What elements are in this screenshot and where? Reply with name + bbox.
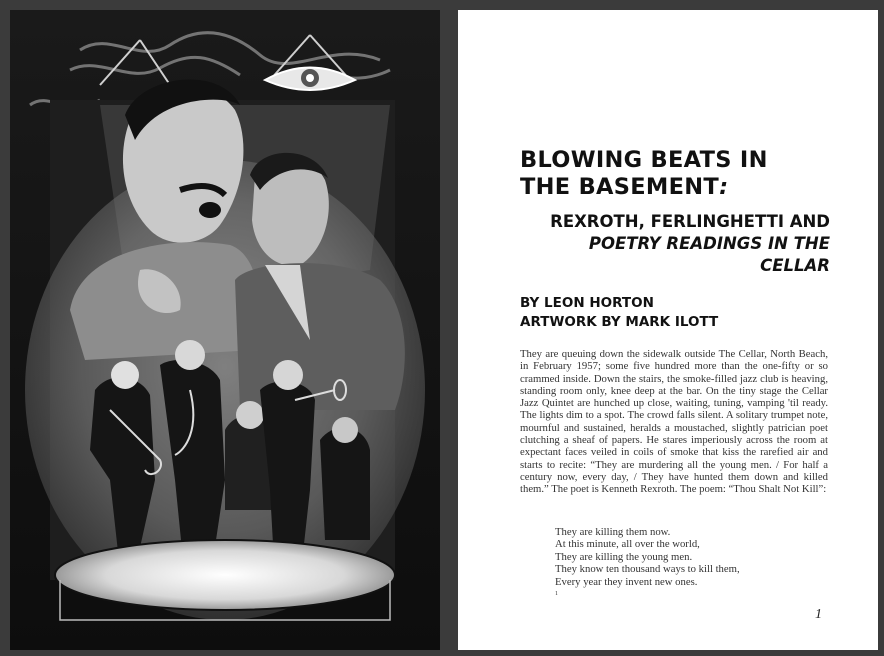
article-subtitle	[520, 211, 830, 277]
poem-line-last	[555, 576, 835, 603]
subtitle-italic-line-1: POETRY READINGS IN THE	[588, 234, 830, 253]
title-line-2	[520, 174, 830, 201]
page-number: 1	[815, 607, 822, 622]
byline-author: BY LEON HORTON	[520, 295, 654, 311]
subtitle-line-1: REXROTH, FERLINGHETTI AND	[550, 212, 830, 231]
text-page	[458, 10, 878, 650]
title-line-1: BLOWING BEATS IN	[520, 147, 768, 173]
body-paragraph: They are queuing down the sidewalk outside The Cellar, North Beach, in February 1957; some five hundred more than the one-fifty or so crammed inside. Down the stairs, the smoke-filled jazz club is heaving, standing room only, knee deep at the bar. On the tiny stage the Cellar Jazz Quintet are hunched up close, waiting, tuning, vamping 'til ready. The lights dim to a spot. The crowd falls silent. A solitary trumpet note, mournful and sustained, heralds a moustached, slightly patrician poet clutching a sheaf of papers. He stares imperiously across the room at expectant faces veiled in coils of smoke that kiss the rarefied air and starts to recite: “They are murdering all the young men. / For half a century now, every day, / They have hunted them down and killed them.” The poet is Kenneth Rexroth. The poem: “Thou Shalt Not Kill”:	[520, 348, 828, 496]
poem-line-text: Every year they invent new ones.	[555, 575, 698, 588]
byline-artwork: ARTWORK BY MARK ILOTT	[520, 314, 719, 330]
title-line-2-text: THE BASEMENT	[520, 174, 720, 200]
jazz-poetry-illustration	[10, 10, 440, 650]
poem-line: They know ten thousand ways to kill them,	[555, 563, 740, 576]
poem-excerpt	[555, 526, 835, 603]
article-title	[520, 147, 830, 201]
footnote-marker: 1	[555, 591, 558, 598]
subtitle-italic-line-2: CELLAR	[760, 256, 830, 275]
poem-line: They are killing them now.	[555, 526, 671, 538]
illustration-page	[10, 10, 440, 650]
poem-line: At this minute, all over the world,	[555, 538, 700, 551]
byline	[520, 294, 718, 332]
title-block	[520, 147, 830, 277]
poem-line: They are killing the young men.	[555, 550, 693, 563]
title-colon: :	[719, 174, 729, 200]
